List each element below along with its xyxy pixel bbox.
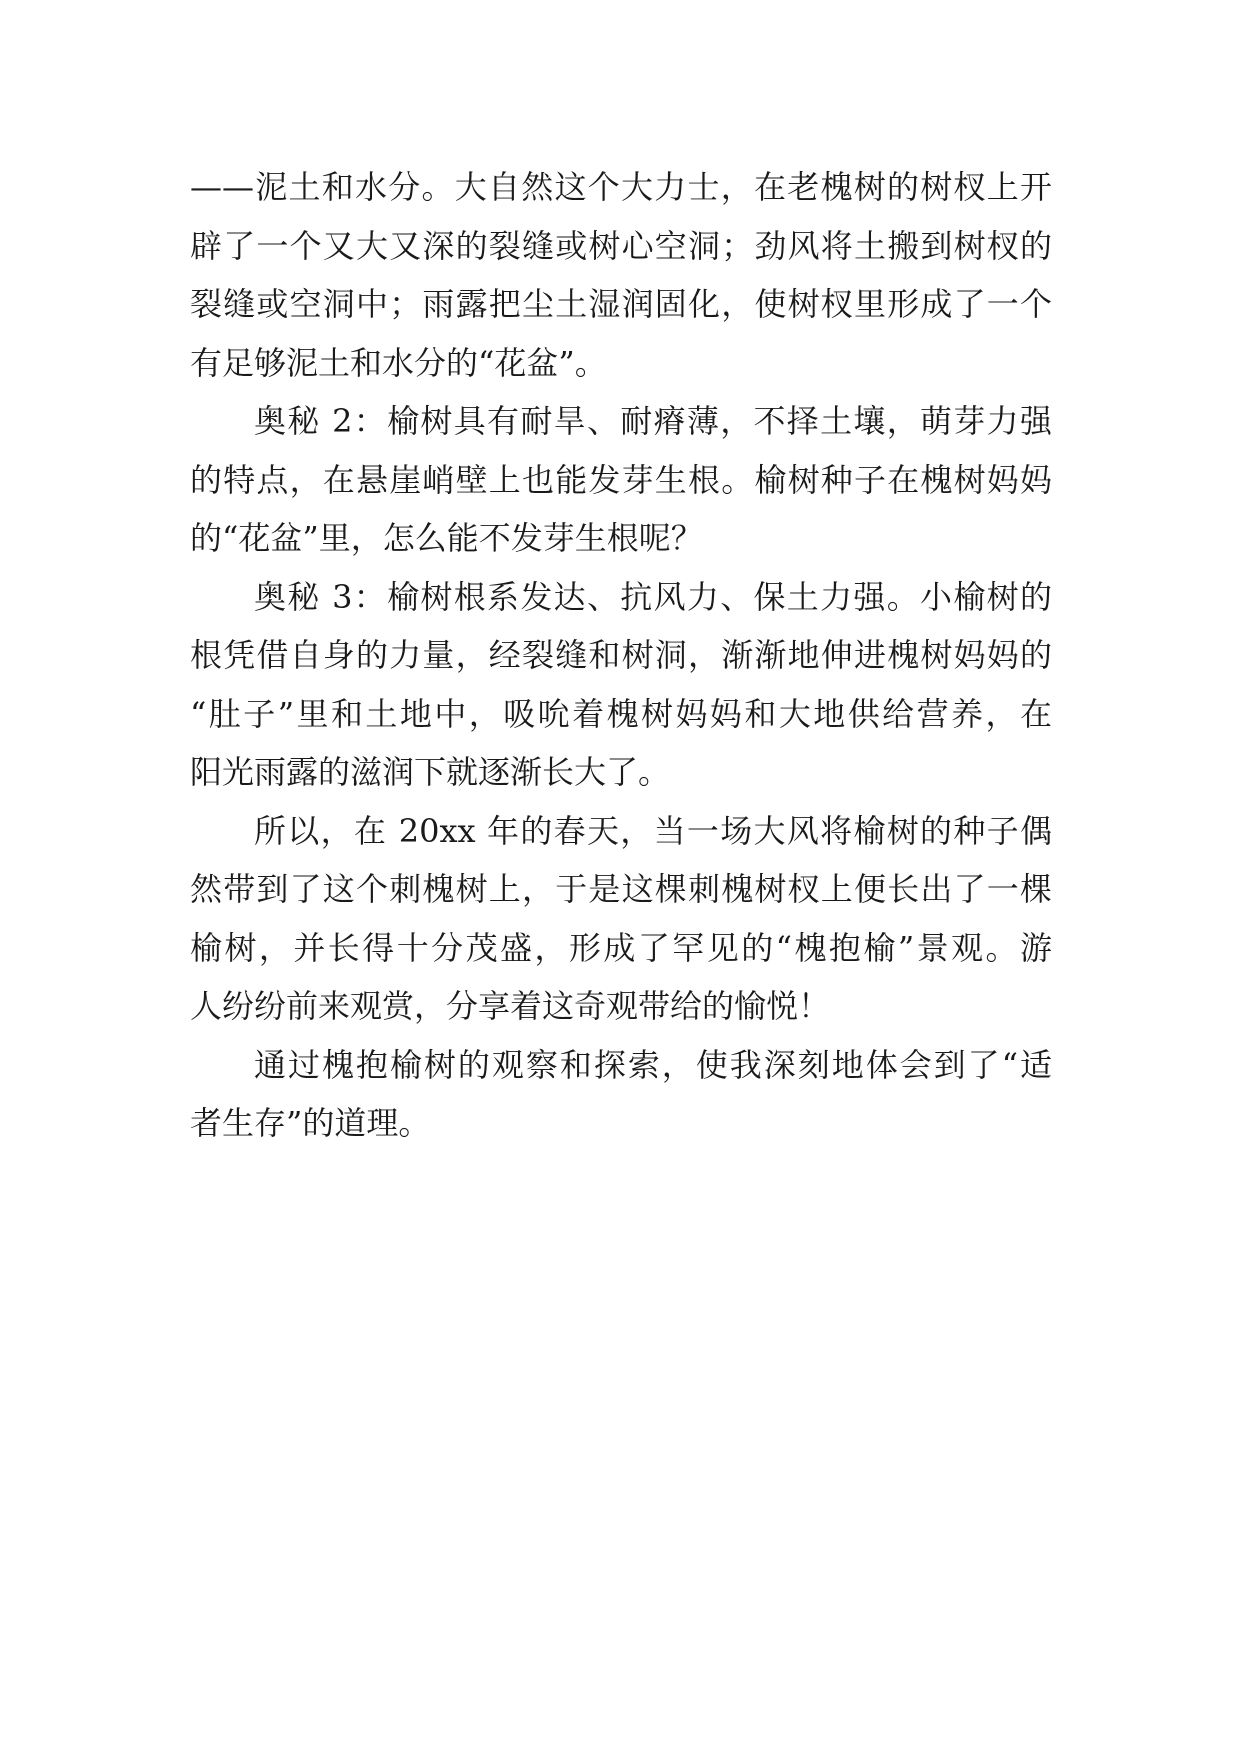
text-line: 有足够泥土和水分的“花盆”。: [190, 343, 607, 382]
text-line: 的特点，在悬崖峭壁上也能发芽生根。榆树种子在槐树妈妈: [190, 460, 1052, 499]
text-line: 榆树，并长得十分茂盛，形成了罕见的“槐抱榆”景观。游: [190, 928, 1052, 967]
text-line: ——泥土和水分。大自然这个大力士，在老槐树的树杈上开: [190, 168, 1052, 206]
text-line: 辟了一个又大又深的裂缝或树心空洞；劲风将土搬到树杈的: [190, 226, 1052, 265]
paragraph-4: [190, 802, 1052, 1036]
text-line: 的“花盆”里，怎么能不发芽生根呢？: [190, 519, 703, 557]
text-line: 奥秘 3：榆树根系发达、抗风力、保土力强。小榆树的: [254, 577, 1052, 616]
text-line: 所以，在 20xx 年的春天，当一场大风将榆树的种子偶: [254, 811, 1052, 850]
text-line: 阳光雨露的滋润下就逐渐长大了。: [190, 753, 671, 791]
document-body: [190, 158, 1052, 1153]
text-line: “肚子”里和土地中，吸吮着槐树妈妈和大地供给营养，在: [190, 694, 1052, 733]
text-line: 然带到了这个刺槐树上，于是这棵刺槐树杈上便长出了一棵: [190, 870, 1052, 908]
paragraph-5: [190, 1036, 1052, 1153]
text-line: 人纷纷前来观赏，分享着这奇观带给的愉悦！: [190, 987, 831, 1025]
text-line: 通过槐抱榆树的观察和探索，使我深刻地体会到了“适: [254, 1045, 1052, 1084]
paragraph-2: [190, 392, 1052, 568]
text-line: 根凭借自身的力量，经裂缝和树洞，渐渐地伸进槐树妈妈的: [190, 636, 1052, 674]
text-line: 奥秘 2：榆树具有耐旱、耐瘠薄，不择土壤，萌芽力强: [254, 402, 1052, 440]
text-line: 裂缝或空洞中；雨露把尘土湿润固化，使树杈里形成了一个: [190, 285, 1052, 323]
text-line: 者生存”的道理。: [190, 1104, 431, 1142]
paragraph-3: [190, 568, 1052, 802]
paragraph-1: [190, 158, 1052, 392]
